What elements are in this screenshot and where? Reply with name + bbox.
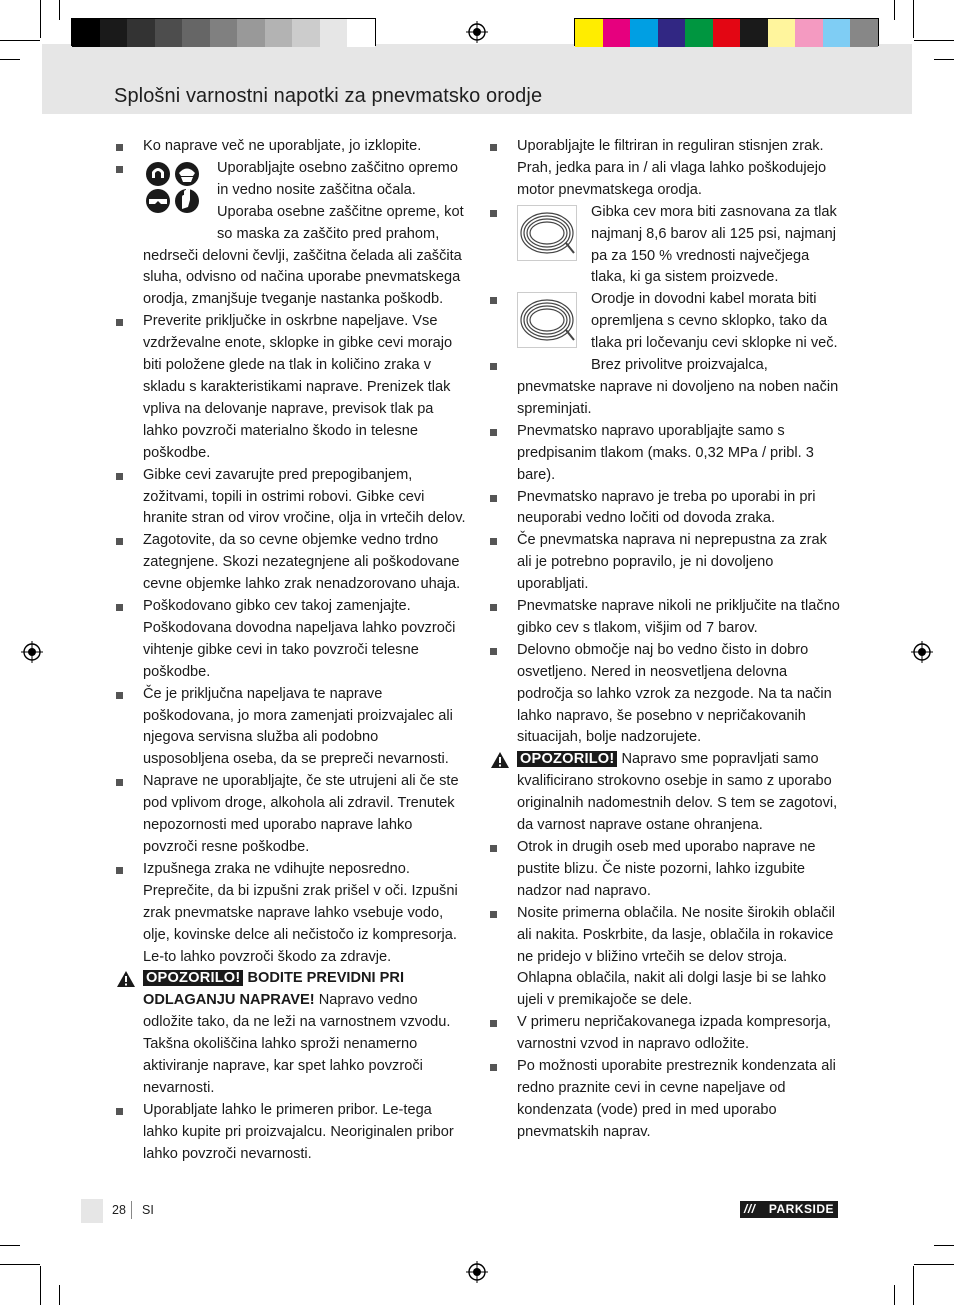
gray-swatch bbox=[155, 19, 183, 47]
footer-divider bbox=[131, 1201, 132, 1219]
bullet-square-icon bbox=[490, 297, 497, 304]
crop-mark bbox=[914, 40, 954, 41]
registration-mark-icon bbox=[466, 1261, 488, 1283]
bullet-square-icon bbox=[490, 144, 497, 151]
registration-mark-icon bbox=[21, 641, 43, 663]
list-item: Če pnevmatska naprava ni neprepustna za zrak ali je potrebno popravilo, je ni dovoljeno uporabljati. bbox=[488, 530, 840, 596]
crop-mark bbox=[914, 1264, 954, 1265]
list-item: Pnevmatsko napravo uporabljajte samo s predpisanim tlakom (maks. 0,32 MPa / pribl. 3 bare). bbox=[488, 421, 840, 487]
bullet-square-icon bbox=[490, 1020, 497, 1027]
gray-swatch bbox=[292, 19, 320, 47]
gray-swatch bbox=[347, 19, 375, 47]
bullet-square-icon bbox=[490, 429, 497, 436]
list-item: Preverite priključke in oskrbne napeljave. Vse vzdrževalne enote, sklopke in gibke cevi morajo biti položene glede na tlak in količino zraka v skladu s karakteristikami naprave. Prenizek tlak vpliva na delovanje naprave, previsok tlak pa lahko povzroči materialno škodo in telesne poškodbe. bbox=[114, 311, 466, 464]
crop-mark bbox=[59, 0, 60, 20]
list-item: Pnevmatsko napravo je treba po uporabi in pri neuporabi vedno ločiti od dovoda zraka. bbox=[488, 487, 840, 531]
bullet-square-icon bbox=[116, 1108, 123, 1115]
bullet-square-icon bbox=[490, 538, 497, 545]
gray-swatch bbox=[210, 19, 238, 47]
crop-mark bbox=[0, 40, 40, 41]
registration-mark-icon bbox=[466, 21, 488, 43]
ppe-pictograms-icon bbox=[143, 161, 203, 223]
bullet-square-icon bbox=[490, 911, 497, 918]
crop-mark bbox=[913, 0, 914, 38]
warning-label: OPOZORILO! bbox=[517, 751, 617, 767]
list-item: Orodje in dovodni kabel morata biti opremljena s cevno sklopko, tako da tlaka pri ločevanju cevi sklopke ni več. bbox=[488, 289, 840, 355]
warning-item: OPOZORILO! BODITE PREVIDNI PRI ODLAGANJU NAPRAVE! Napravo vedno odložite tako, da ne leži na varnostnem vzvodu. Takšna okoliščina lahko sproži nenamerno aktiviranje naprave, kar spet lahko povzroči nevarnosti. bbox=[114, 968, 466, 1099]
color-swatch bbox=[795, 19, 823, 47]
gray-swatch bbox=[182, 19, 210, 47]
list-item: Uporabljajte osebno zaščitno opremo in vedno nosite zaščitna očala. Uporaba osebne zaščitne opreme, kot so maska za zaščito pred prahom, nedrseči delovni čevlji, zaščitna čelada ali zaščita sluha, odvisno od načina uporabe pnevmatskega orodja, zmanjšuje tveganje nastanka poškodb. bbox=[114, 158, 466, 311]
warning-heading: BODITE PREVIDNI PRI ODLAGANJU NAPRAVE! bbox=[143, 970, 404, 1009]
color-swatch bbox=[658, 19, 686, 47]
brand-logo bbox=[740, 1201, 838, 1218]
crop-mark bbox=[913, 1266, 914, 1305]
crop-mark bbox=[934, 59, 954, 60]
coiled-hose-icon bbox=[517, 205, 577, 269]
crop-mark bbox=[40, 1266, 41, 1305]
list-item: Uporabljate lahko le primeren pribor. Le-tega lahko kupite pri proizvajalcu. Neoriginalen pribor lahko povzroči nevarnosti. bbox=[114, 1100, 466, 1166]
crop-mark bbox=[0, 1245, 20, 1246]
bullet-square-icon bbox=[490, 845, 497, 852]
color-swatch bbox=[713, 19, 741, 47]
list-item: Če je priključna napeljava te naprave poškodovana, jo mora zamenjati proizvajalec ali njegova servisna služba ali podobno usposobljena oseba, da se prepreči nevarnosti. bbox=[114, 684, 466, 772]
brand-name: PARKSIDE bbox=[768, 1202, 834, 1216]
list-item: V primeru nepričakovanega izpada kompresorja, varnostni vzvod in napravo odložite. bbox=[488, 1012, 840, 1056]
bullet-square-icon bbox=[116, 867, 123, 874]
list-item: Gibka cev mora biti zasnovana za tlak najmanj 8,6 barov ali 125 psi, najmanj pa za 150 % vrednosti največjega tlaka, ki ga sistem proizvede. bbox=[488, 202, 840, 290]
bullet-square-icon bbox=[116, 319, 123, 326]
page-number: 28 bbox=[112, 1203, 126, 1217]
gray-swatch bbox=[237, 19, 265, 47]
list-item: Ko naprave več ne uporabljate, jo izklopite. bbox=[114, 136, 466, 158]
gray-swatch bbox=[320, 19, 348, 47]
bullet-square-icon bbox=[116, 604, 123, 611]
registration-mark-icon bbox=[911, 641, 933, 663]
warning-triangle-icon bbox=[490, 751, 510, 769]
bullet-square-icon bbox=[490, 604, 497, 611]
list-item: Pnevmatske naprave nikoli ne priključite na tlačno gibko cev s tlakom, višjim od 7 barov. bbox=[488, 596, 840, 640]
color-swatch bbox=[685, 19, 713, 47]
gray-swatch bbox=[72, 19, 100, 47]
crop-mark bbox=[0, 1264, 40, 1265]
coiled-hose-icon bbox=[517, 292, 577, 356]
list-item: Poškodovano gibko cev takoj zamenjajte. Poškodovana dovodna napeljava lahko povzroči vihtenje gibke cevi in tako povzroči telesne poškodbe. bbox=[114, 596, 466, 684]
list-item: Nosite primerna oblačila. Ne nosite širokih oblačil ali nakita. Poskrbite, da lasje, oblačila in rokavice ne pridejo v bližino vrtečih se delov stroja. Ohlapna oblačila, nakit ali dolgi lasje bi se lahko ujeli v premikajoče se dele. bbox=[488, 903, 840, 1013]
list-item: Izpušnega zraka ne vdihujte neposredno. Preprečite, da bi izpušni zrak prišel v oči. Izpušni zrak pnevmatske naprave lahko vsebuje vodo, olje, kovinske delce ali nečistočo iz kompresorja. Le-to lahko povzroči škodo za zdravje. bbox=[114, 859, 466, 969]
crop-mark bbox=[894, 0, 895, 20]
color-swatch bbox=[740, 19, 768, 47]
color-swatch bbox=[768, 19, 796, 47]
left-column bbox=[114, 136, 466, 1166]
crop-mark bbox=[40, 0, 41, 38]
bullet-square-icon bbox=[116, 692, 123, 699]
list-item: Uporabljajte le filtriran in reguliran stisnjen zrak. Prah, jedka para in / ali vlaga lahko poškodujejo motor pnevmatskega orodja. bbox=[488, 136, 840, 202]
right-column bbox=[488, 136, 840, 1144]
list-item: Otrok in drugih oseb med uporabo naprave ne pustite blizu. Če niste pozorni, lahko izgubite nadzor nad napravo. bbox=[488, 837, 840, 903]
list-item: Gibke cevi zavarujte pred prepogibanjem, zožitvami, topili in ostrimi robovi. Gibke cevi hranite stran od virov vročine, olja in vrtečih delov. bbox=[114, 465, 466, 531]
gray-swatch bbox=[127, 19, 155, 47]
warning-triangle-icon bbox=[116, 970, 136, 988]
color-swatch bbox=[630, 19, 658, 47]
color-swatch bbox=[603, 19, 631, 47]
color-swatch bbox=[823, 19, 851, 47]
bullet-square-icon bbox=[490, 1064, 497, 1071]
crop-mark bbox=[59, 1285, 60, 1305]
bullet-square-icon bbox=[490, 648, 497, 655]
crop-mark bbox=[0, 59, 20, 60]
language-code: SI bbox=[142, 1203, 154, 1217]
bullet-square-icon bbox=[490, 363, 497, 370]
page-title: Splošni varnostni napotki za pnevmatsko orodje bbox=[114, 85, 543, 107]
brand-slashes: /// bbox=[744, 1202, 756, 1216]
bullet-square-icon bbox=[116, 779, 123, 786]
bullet-square-icon bbox=[490, 210, 497, 217]
bullet-square-icon bbox=[116, 144, 123, 151]
bullet-square-icon bbox=[116, 166, 123, 173]
warning-item: OPOZORILO! Napravo sme popravljati samo kvalificirano strokovno osebje in samo z uporabo originalnih nadomestnih delov. S tem se zagotovi, da varnost naprave ostane ohranjena. bbox=[488, 749, 840, 837]
list-item: Po možnosti uporabite prestreznik kondenzata ali redno praznite cevi in cevne napeljave od kondenzata (vode) pred in med uporabo pnevmatskih naprav. bbox=[488, 1056, 840, 1144]
color-swatch bbox=[850, 19, 878, 47]
gray-swatch bbox=[100, 19, 128, 47]
color-bar bbox=[574, 18, 879, 46]
grayscale-bar bbox=[71, 18, 376, 46]
crop-mark bbox=[894, 1285, 895, 1305]
list-item: Zagotovite, da so cevne objemke vedno trdno zategnjene. Skozi nezategnjene ali poškodovane cevne objemke lahko zrak nenadzorovano uhaja. bbox=[114, 530, 466, 596]
gray-swatch bbox=[265, 19, 293, 47]
list-item: Naprave ne uporabljajte, če ste utrujeni ali če ste pod vplivom droge, alkohola ali zdravil. Trenutek nepozornosti med uporabo naprave lahko povzroči resne poškodbe. bbox=[114, 771, 466, 859]
color-swatch bbox=[575, 19, 603, 47]
bullet-square-icon bbox=[490, 495, 497, 502]
bullet-square-icon bbox=[116, 473, 123, 480]
crop-mark bbox=[934, 1245, 954, 1246]
page-number-box bbox=[81, 1199, 103, 1223]
list-item: Brez privolitve proizvajalca, pnevmatske naprave ni dovoljeno na noben način spreminjati. bbox=[488, 355, 840, 421]
warning-label: OPOZORILO! bbox=[143, 970, 243, 986]
bullet-square-icon bbox=[116, 538, 123, 545]
list-item: Delovno območje naj bo vedno čisto in dobro osvetljeno. Nered in neosvetljena delovna področja so lahko vzrok za nezgode. Na ta način lahko napravo, še posebno v nepričakovanih situacijah, bolje nadzorujete. bbox=[488, 640, 840, 750]
